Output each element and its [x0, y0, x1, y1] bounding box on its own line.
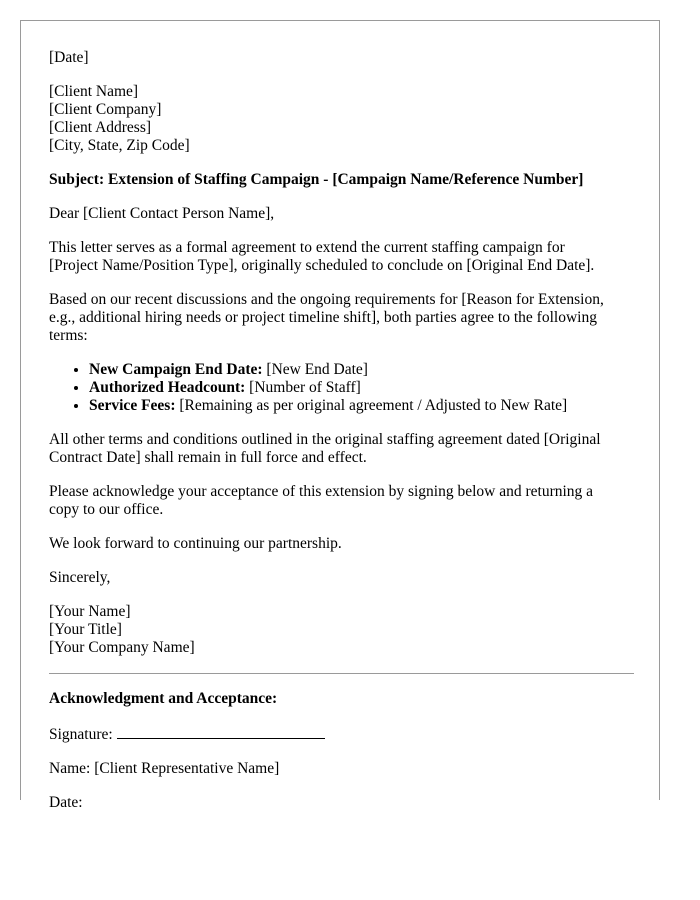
term-value: [Number of Staff]: [245, 379, 361, 396]
sender-title: [Your Title]: [49, 621, 122, 638]
term-item: [89, 361, 634, 379]
paragraph-terms-intro: Based on our recent discussions and the ongoing requirements for [Reason for Extension, e.g., additional hiring needs or project timeline shift], both parties agree to the following terms:: [49, 291, 604, 344]
recipient-address: [49, 83, 634, 155]
signature-line[interactable]: [117, 724, 325, 739]
name-row: Name: [Client Representative Name]: [49, 760, 280, 777]
signature-row: [49, 724, 634, 744]
closing: Sincerely,: [49, 569, 111, 586]
acknowledgment-heading: Acknowledgment and Acceptance:: [49, 690, 278, 707]
terms-list: [49, 361, 634, 415]
client-name: [Client Name]: [49, 83, 139, 100]
salutation: Dear [Client Contact Person Name],: [49, 205, 275, 222]
sender-block: [49, 603, 634, 657]
subject-line: Subject: Extension of Staffing Campaign - [Campaign Name/Reference Number]: [49, 171, 584, 188]
paragraph-intro: This letter serves as a formal agreement to extend the current staffing campaign for [Project Name/Position Type], originally scheduled to conclude on [Original End Date].: [49, 239, 595, 274]
sender-company: [Your Company Name]: [49, 639, 195, 656]
term-item: [89, 397, 634, 415]
term-label: New Campaign End Date:: [89, 361, 263, 378]
letter-content: [49, 49, 634, 812]
term-value: [Remaining as per original agreement / Adjusted to New Rate]: [175, 397, 568, 414]
signature-label: Signature:: [49, 726, 113, 743]
sender-name: [Your Name]: [49, 603, 131, 620]
term-value: [New End Date]: [262, 361, 368, 378]
client-company: [Client Company]: [49, 101, 162, 118]
paragraph-other-terms: All other terms and conditions outlined in the original staffing agreement dated [Original Contract Date] shall remain in full force and effect.: [49, 431, 601, 466]
term-label: Service Fees:: [89, 397, 176, 414]
client-city: [City, State, Zip Code]: [49, 137, 190, 154]
term-label: Authorized Headcount:: [89, 379, 246, 396]
section-divider: [49, 673, 634, 674]
date-line: [Date]: [49, 49, 89, 66]
paragraph-closing-remark: We look forward to continuing our partnership.: [49, 535, 342, 552]
term-item: [89, 379, 634, 397]
paragraph-acknowledge-request: Please acknowledge your acceptance of this extension by signing below and returning a copy to our office.: [49, 483, 594, 518]
letter-page: [20, 20, 660, 811]
date-row: Date:: [49, 794, 83, 811]
client-address: [Client Address]: [49, 119, 152, 136]
